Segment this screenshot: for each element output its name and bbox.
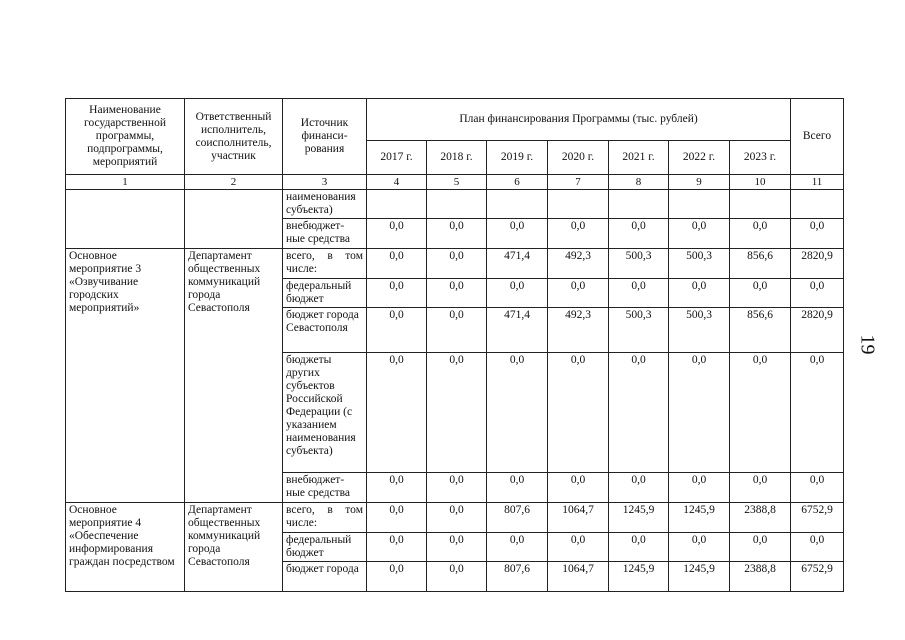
name-cell-empty (66, 190, 185, 249)
value-cell: 0,0 (367, 353, 427, 473)
value-cell: 0,0 (791, 353, 844, 473)
value-cell: 0,0 (548, 353, 609, 473)
value-cell: 0,0 (791, 533, 844, 562)
column-number: 4 (367, 175, 427, 190)
value-cell: 1064,7 (548, 503, 609, 533)
value-cell: 6752,9 (791, 503, 844, 533)
value-cell: 1245,9 (609, 562, 669, 592)
value-cell: 0,0 (609, 353, 669, 473)
value-cell: 0,0 (669, 279, 730, 308)
value-cell: 0,0 (730, 533, 791, 562)
value-cell: 0,0 (487, 279, 548, 308)
value-cell: 0,0 (791, 279, 844, 308)
column-number: 7 (548, 175, 609, 190)
source-cell: всего, в том числе: (283, 249, 367, 279)
value-cell (427, 190, 487, 219)
source-cell: внебюджет-ные средства (283, 219, 367, 249)
value-cell: 492,3 (548, 249, 609, 279)
source-cell: федеральный бюджет (283, 279, 367, 308)
column-number: 6 (487, 175, 548, 190)
value-cell: 0,0 (609, 533, 669, 562)
value-cell: 0,0 (367, 473, 427, 503)
value-cell (791, 190, 844, 219)
header-year: 2021 г. (609, 141, 669, 175)
value-cell: 807,6 (487, 562, 548, 592)
value-cell: 0,0 (730, 219, 791, 249)
header-name: Наименование государственной программы, подпрограммы, мероприятий (66, 99, 185, 175)
column-number: 2 (185, 175, 283, 190)
value-cell: 0,0 (609, 219, 669, 249)
value-cell: 0,0 (487, 353, 548, 473)
value-cell: 0,0 (427, 562, 487, 592)
value-cell: 500,3 (609, 249, 669, 279)
value-cell: 0,0 (427, 353, 487, 473)
value-cell (730, 190, 791, 219)
value-cell: 1245,9 (609, 503, 669, 533)
value-cell: 0,0 (487, 219, 548, 249)
responsible-cell-empty (185, 190, 283, 249)
value-cell: 6752,9 (791, 562, 844, 592)
value-cell: 0,0 (609, 473, 669, 503)
measure-name: Основное мероприятие 3 «Озвучивание городских мероприятий» (66, 249, 185, 503)
column-number-row (66, 175, 844, 190)
source-cell: бюджет города (283, 562, 367, 592)
value-cell: 2388,8 (730, 503, 791, 533)
measure-name: Основное мероприятие 4 «Обеспечение информирования граждан посредством (66, 503, 185, 592)
value-cell: 0,0 (367, 503, 427, 533)
measure-responsible: Департамент общественных коммуникаций города Севастополя (185, 249, 283, 503)
header-year: 2017 г. (367, 141, 427, 175)
value-cell: 0,0 (730, 353, 791, 473)
source-cell: внебюджет-ные средства (283, 473, 367, 503)
column-number: 9 (669, 175, 730, 190)
value-cell: 807,6 (487, 503, 548, 533)
column-number: 1 (66, 175, 185, 190)
value-cell: 0,0 (669, 473, 730, 503)
value-cell (609, 190, 669, 219)
table-row (66, 249, 844, 279)
table-row (66, 503, 844, 533)
column-number: 3 (283, 175, 367, 190)
page-number: 19 (856, 334, 879, 355)
value-cell: 2820,9 (791, 308, 844, 353)
value-cell: 0,0 (730, 279, 791, 308)
value-cell: 0,0 (427, 219, 487, 249)
value-cell: 471,4 (487, 249, 548, 279)
source-cell: федеральный бюджет (283, 533, 367, 562)
value-cell: 0,0 (669, 353, 730, 473)
value-cell: 0,0 (669, 219, 730, 249)
value-cell: 0,0 (548, 279, 609, 308)
source-cell: бюджет города Севастополя (283, 308, 367, 353)
header-responsible: Ответственный исполнитель, соисполнитель, участник (185, 99, 283, 175)
value-cell: 0,0 (609, 279, 669, 308)
value-cell: 1245,9 (669, 503, 730, 533)
value-cell (669, 190, 730, 219)
value-cell: 492,3 (548, 308, 609, 353)
value-cell: 0,0 (730, 473, 791, 503)
header-plan: План финансирования Программы (тыс. рублей) (367, 99, 791, 141)
value-cell: 0,0 (427, 308, 487, 353)
value-cell: 0,0 (427, 473, 487, 503)
value-cell: 0,0 (791, 473, 844, 503)
value-cell: 0,0 (487, 533, 548, 562)
value-cell: 0,0 (427, 279, 487, 308)
measure-responsible: Департамент общественных коммуникаций города Севастополя (185, 503, 283, 592)
value-cell: 1064,7 (548, 562, 609, 592)
column-number: 8 (609, 175, 669, 190)
header-total: Всего (791, 99, 844, 175)
value-cell: 0,0 (427, 533, 487, 562)
column-number: 11 (791, 175, 844, 190)
value-cell: 0,0 (427, 503, 487, 533)
header-year: 2019 г. (487, 141, 548, 175)
value-cell: 856,6 (730, 308, 791, 353)
value-cell: 2388,8 (730, 562, 791, 592)
table-row (66, 190, 844, 219)
financing-table (65, 98, 844, 592)
header-source: Источник финанси-рования (283, 99, 367, 175)
value-cell: 0,0 (487, 473, 548, 503)
column-number: 10 (730, 175, 791, 190)
value-cell: 0,0 (791, 219, 844, 249)
value-cell: 856,6 (730, 249, 791, 279)
value-cell: 0,0 (367, 533, 427, 562)
value-cell: 0,0 (669, 533, 730, 562)
source-cell: наименования субъекта) (283, 190, 367, 219)
value-cell: 0,0 (427, 249, 487, 279)
value-cell: 0,0 (367, 279, 427, 308)
value-cell: 500,3 (669, 249, 730, 279)
value-cell: 0,0 (548, 219, 609, 249)
value-cell (548, 190, 609, 219)
header-year: 2020 г. (548, 141, 609, 175)
value-cell (367, 190, 427, 219)
column-number: 5 (427, 175, 487, 190)
header-year: 2022 г. (669, 141, 730, 175)
value-cell (487, 190, 548, 219)
value-cell: 500,3 (669, 308, 730, 353)
source-cell: бюджеты других субъектов Российской Федерации (с указанием наименования субъекта) (283, 353, 367, 473)
source-cell: всего, в том числе: (283, 503, 367, 533)
value-cell: 0,0 (367, 562, 427, 592)
value-cell: 2820,9 (791, 249, 844, 279)
value-cell: 1245,9 (669, 562, 730, 592)
header-year: 2018 г. (427, 141, 487, 175)
value-cell: 0,0 (548, 473, 609, 503)
value-cell: 500,3 (609, 308, 669, 353)
header-year: 2023 г. (730, 141, 791, 175)
value-cell: 0,0 (548, 533, 609, 562)
value-cell: 471,4 (487, 308, 548, 353)
value-cell: 0,0 (367, 219, 427, 249)
value-cell: 0,0 (367, 249, 427, 279)
value-cell: 0,0 (367, 308, 427, 353)
